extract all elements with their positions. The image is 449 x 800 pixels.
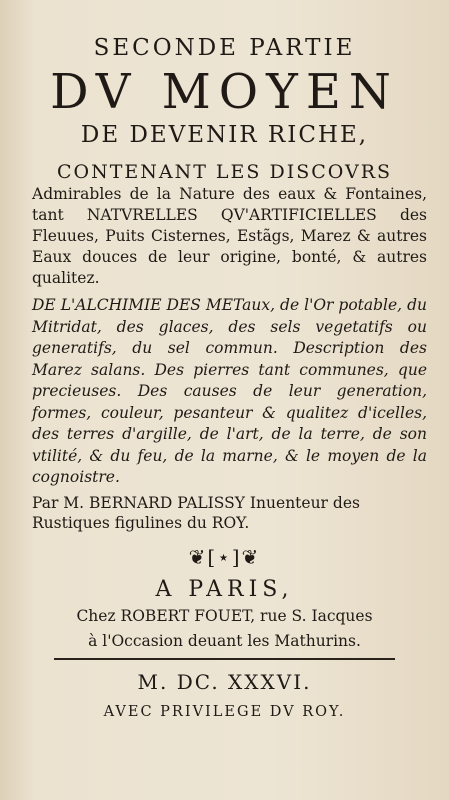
- city: A PARIS,: [155, 576, 294, 602]
- body-paragraph: Admirables de la Nature des eaux & Fontaines, tant NATVRELLES QV'ARTIFICIELLES des Fleuues, Puits Cisternes, Estãgs, Marez & autres Eaux douces de leur origine, bonté, & autres qualitez.: [32, 185, 427, 287]
- author-line: Par M. BERNARD PALISSY Inuenteur des Rustiques figulines du ROY.: [32, 493, 360, 532]
- italic-paragraph: DE L'ALCHIMIE DES METaux, de l'Or potable, du Mitridat, des glaces, des sels vegetatifs ou generatifs, du sel commun. Description des Marez salans. Des pierres tant communes, que precieuses. Des causes de leur generation, formes, couleur, pesanteur & qualitez d'icelles, des terres d'argille, de l'art, de la terre, de son vtilité, & du feu, de la marne, & le moyen de la cognoistre.: [32, 296, 427, 486]
- divider-rule: [54, 658, 395, 660]
- title-line-3: DE DEVENIR RICHE,: [80, 122, 369, 148]
- privilege: AVEC PRIVILEGE DV ROY.: [103, 703, 346, 720]
- title-line-4: CONTENANT LES DISCOVRS: [56, 161, 393, 183]
- ornament: ❦[⋆]❦: [188, 544, 261, 569]
- title-line-2: DV MOYEN: [50, 64, 399, 120]
- year: M. DC. XXXVI.: [137, 669, 312, 694]
- title-line-1: SECONDE PARTIE: [93, 35, 356, 61]
- printer-line-2: à l'Occasion deuant les Mathurins.: [88, 631, 361, 650]
- printer-line-1: Chez ROBERT FOUET, rue S. Iacques: [76, 606, 373, 625]
